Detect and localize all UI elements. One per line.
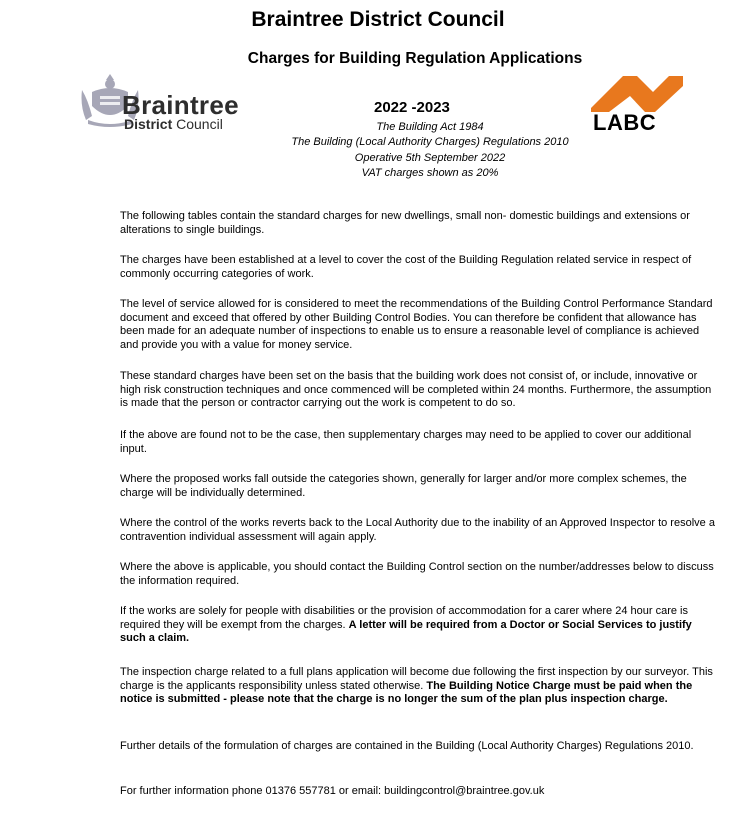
braintree-council-logo bbox=[78, 70, 278, 132]
labc-logo-text: LABC bbox=[593, 110, 657, 135]
paragraph-further-details: Further details of the formulation of charges are contained in the Building (Local Authority Charges) Regulations 2010. bbox=[120, 740, 694, 752]
paragraph-level-of-service: The level of service allowed for is considered to meet the recommendations of the Building Control Performance Standard document and exceed that offered by other Building Control Bodies. You can therefore be confident that allowance has been made for an adequate number of inspections to enable us to ensure a reasonable level of compliance is achieved and provide you with a value for money service. bbox=[120, 298, 713, 351]
page-subtitle: Charges for Building Regulation Applications bbox=[247, 50, 583, 67]
paragraph-charges-established: The charges have been established at a level to cover the cost of the Building Regulation related service in respect of commonly occurring categories of work. bbox=[120, 254, 692, 280]
paragraph-contact-info: For further information phone 01376 557781 or email: buildingcontrol@braintree.gov.uk bbox=[120, 785, 545, 797]
paragraph-contact-section: Where the above is applicable, you should contact the Building Control section on the number/addresses below to discuss the information required. bbox=[120, 561, 714, 587]
charge-year: 2022 -2023 bbox=[374, 99, 450, 116]
paragraph-supplementary: If the above are found not to be the case, then supplementary charges may need to be applied to cover our additional input. bbox=[120, 429, 692, 455]
regulations-reference: The Building (Local Authority Charges) Regulations 2010 bbox=[291, 136, 569, 148]
act-reference: The Building Act 1984 bbox=[376, 121, 484, 133]
page-title: Braintree District Council bbox=[251, 8, 505, 31]
paragraph-outside-categories: Where the proposed works fall outside the categories shown, generally for larger and/or more complex schemes, the charge will be individually determined. bbox=[120, 473, 687, 499]
paragraph-inspection-charge: The inspection charge related to a full plans application will become due following the first inspection by our surveyor. This charge is the applicants responsibility unless stated otherwise. The Building Notice Charge must be paid when the notice is submitted - please note that the charge is no longer the sum of the plan plus inspection charge. bbox=[120, 666, 713, 705]
labc-logo bbox=[591, 72, 686, 134]
paragraph-standard-charges: The following tables contain the standard charges for new dwellings, small non- domestic buildings and extensions or alterations to single buildings. bbox=[120, 210, 690, 236]
braintree-logo-name: Braintree bbox=[122, 90, 239, 120]
braintree-logo-subtitle: District Council bbox=[124, 116, 223, 132]
paragraph-disabilities: If the works are solely for people with disabilities or the provision of accommodation for a carer where 24 hour care is required they will be exempt from the charges. A letter will be required from a Doctor or Social Services to justify such a claim. bbox=[120, 605, 692, 644]
vat-note: VAT charges shown as 20% bbox=[361, 167, 499, 179]
labc-roof-icon bbox=[591, 72, 686, 112]
operative-date: Operative 5th September 2022 bbox=[354, 152, 506, 164]
paragraph-basis: These standard charges have been set on the basis that the building work does not consist of, or include, innovative or high risk construction techniques and once commenced will be completed within 24 months. Furthermore, the assumption is made that the person or contractor carrying out the work is competent to do so. bbox=[120, 370, 712, 409]
paragraph-approved-inspector: Where the control of the works reverts back to the Local Authority due to the inability of an Approved Inspector to resolve a contravention individual assessment will again apply. bbox=[120, 517, 715, 543]
